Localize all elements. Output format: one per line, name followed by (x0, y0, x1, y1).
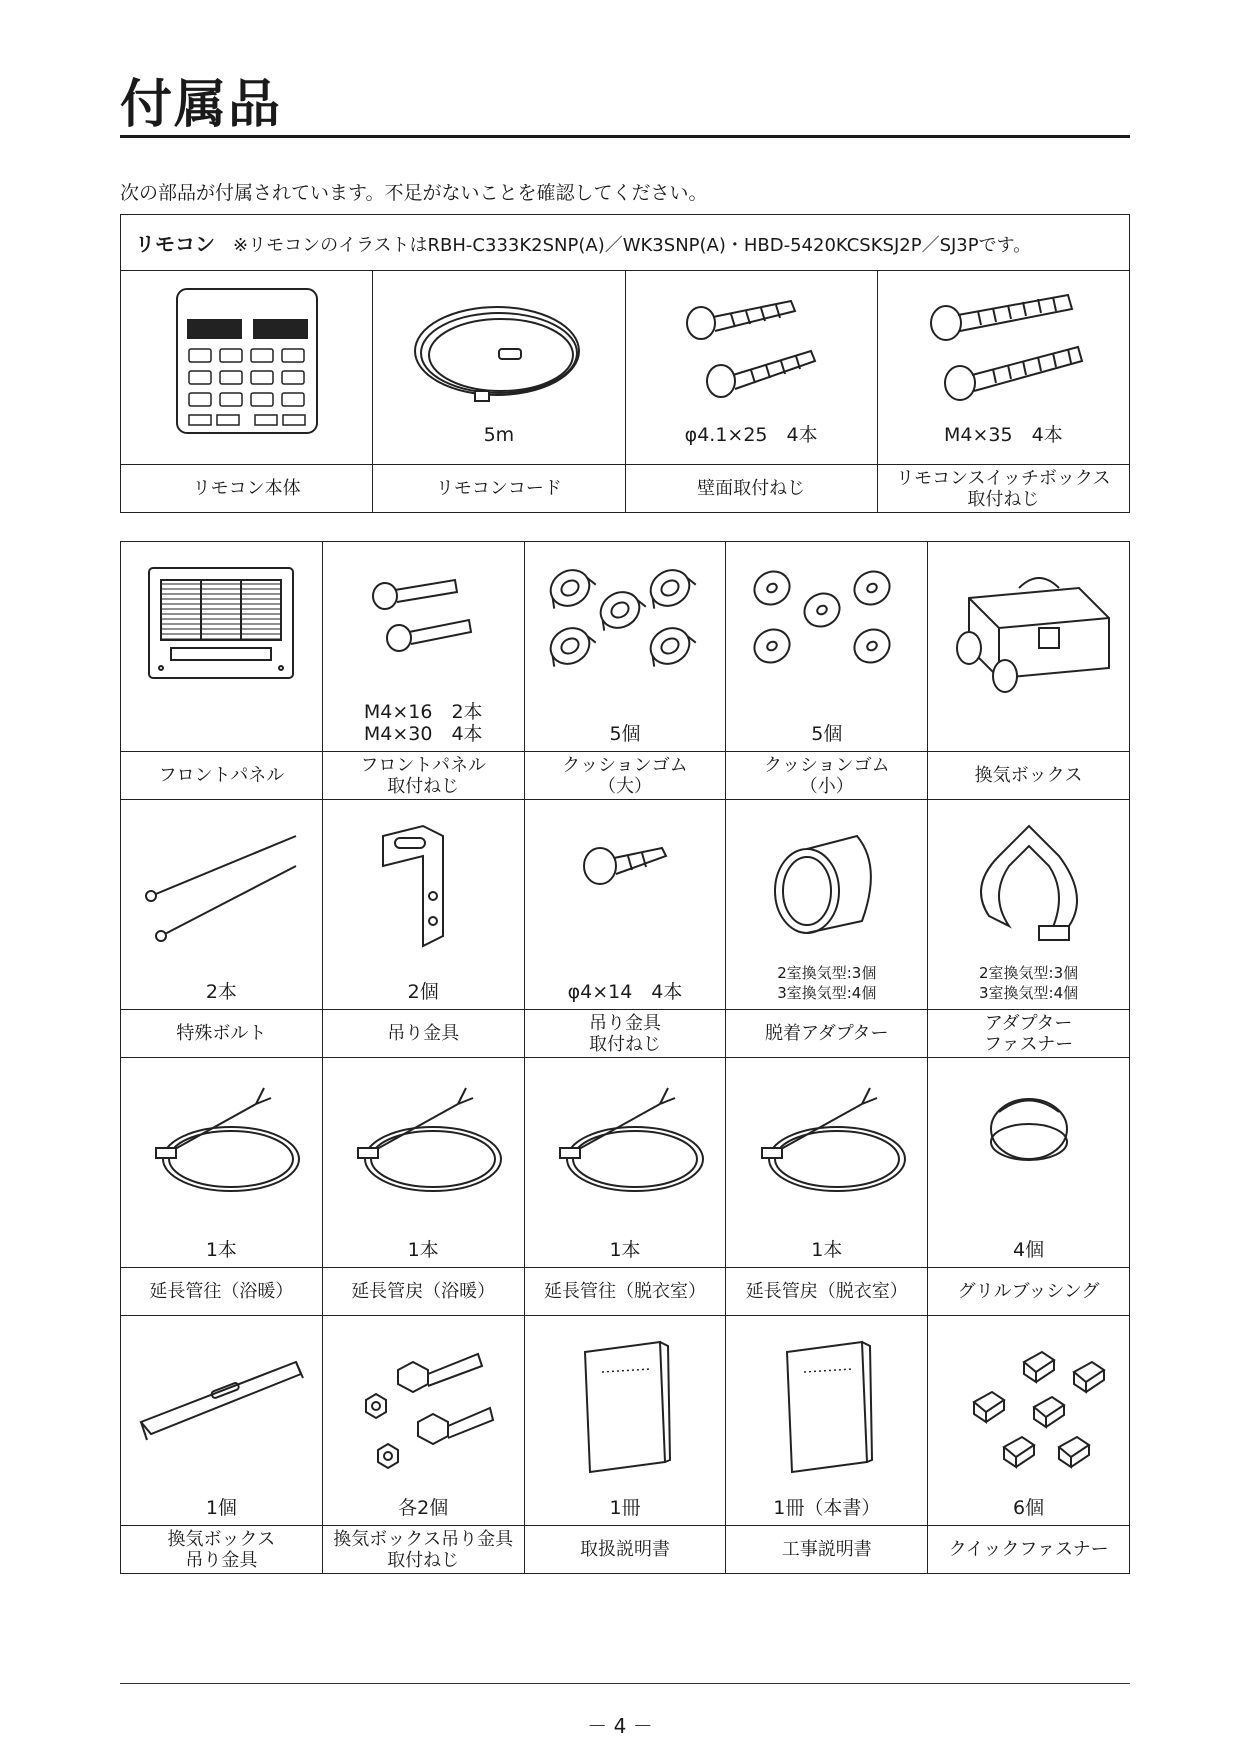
item-quantity: 1本 (205, 1239, 237, 1261)
remocon-item-cell (625, 271, 877, 465)
item-label: クッションゴム （小） (726, 752, 928, 800)
part-item-cell (121, 800, 323, 1010)
title-rule (120, 135, 1130, 138)
item-label: クッションゴム （大） (524, 752, 726, 800)
hose-icon (323, 1058, 524, 1204)
item-label: 換気ボックス (928, 752, 1130, 800)
page-title: 付属品 (120, 75, 283, 135)
item-quantity: 2室換気型:3個 3室換気型:4個 (979, 964, 1079, 1002)
item-label: 延長管往（脱衣室） (524, 1268, 726, 1316)
part-item-cell (524, 1058, 726, 1268)
item-label: 特殊ボルト (121, 1010, 323, 1058)
part-item-cell (726, 800, 928, 1010)
cord-icon (373, 271, 624, 431)
item-quantity: 2個 (407, 981, 439, 1003)
intro-text: 次の部品が付属されています。不足がないことを確認してください。 (120, 182, 708, 204)
hose-icon (121, 1058, 322, 1204)
part-item-cell (726, 1058, 928, 1268)
manual-icon (525, 1316, 726, 1482)
wood-screw-icon (626, 271, 877, 421)
bolt-nut-icon (323, 1316, 524, 1472)
item-quantity: 6個 (1013, 1497, 1045, 1519)
screw-pair-icon (323, 542, 524, 668)
part-item-cell (524, 800, 726, 1010)
hose-icon (726, 1058, 927, 1204)
item-label: 延長管往（浴暖） (121, 1268, 323, 1316)
remocon-heading: リモコン (135, 232, 215, 256)
item-label: クイックファスナー (928, 1526, 1130, 1574)
item-quantity: 1本 (609, 1239, 641, 1261)
item-quantity: 5個 (609, 723, 641, 745)
item-quantity: φ4.1×25 4本 (684, 424, 818, 446)
item-quantity: 5個 (811, 723, 843, 745)
item-label: 吊り金具 (322, 1010, 524, 1058)
remote-control-icon (121, 271, 372, 441)
item-label: フロントパネル (121, 752, 323, 800)
part-item-cell (726, 1316, 928, 1526)
part-item-cell (121, 1316, 323, 1526)
item-quantity: 4個 (1013, 1239, 1045, 1261)
quick-fastener-icon (928, 1316, 1129, 1482)
item-quantity: 1個 (205, 1497, 237, 1519)
item-label: 工事説明書 (726, 1526, 928, 1574)
remocon-item-cell (877, 271, 1129, 465)
item-label: リモコンスイッチボックス 取付ねじ (877, 465, 1129, 513)
item-quantity: 1本 (811, 1239, 843, 1261)
part-item-cell (322, 800, 524, 1010)
item-label: 延長管戻（浴暖） (322, 1268, 524, 1316)
hose-icon (525, 1058, 726, 1204)
item-label: リモコン本体 (121, 465, 373, 513)
item-label: グリルブッシング (928, 1268, 1130, 1316)
item-quantity: 1冊（本書） (773, 1497, 881, 1519)
special-bolt-icon (121, 800, 322, 956)
part-item-cell (928, 800, 1130, 1010)
item-label: 取扱説明書 (524, 1526, 726, 1574)
item-quantity: 5m (483, 424, 515, 446)
item-quantity: 1冊 (609, 1497, 641, 1519)
item-quantity: M4×35 4本 (944, 424, 1063, 446)
part-item-cell (121, 542, 323, 752)
part-item-cell (322, 1058, 524, 1268)
part-item-cell (322, 542, 524, 752)
adapter-icon (726, 800, 927, 946)
item-quantity: M4×16 2本 M4×30 4本 (363, 701, 483, 745)
item-label: 脱着アダプター (726, 1010, 928, 1058)
item-label: 換気ボックス吊り金具 取付ねじ (322, 1526, 524, 1574)
remocon-note: ※リモコンのイラストはRBH-C333K2SNP(A)／WK3SNP(A)・HBD-5420KCSKSJ2P／SJ3Pです。 (233, 235, 1032, 256)
part-item-cell (928, 1058, 1130, 1268)
front-panel-icon (121, 542, 322, 688)
item-label: リモコンコード (373, 465, 625, 513)
remocon-item-cell (373, 271, 625, 465)
part-item-cell (322, 1316, 524, 1526)
tapping-screw-icon (525, 800, 726, 906)
part-item-cell (726, 542, 928, 752)
part-item-cell (121, 1058, 323, 1268)
item-label: 吊り金具 取付ねじ (524, 1010, 726, 1058)
ventilation-box-icon (928, 542, 1129, 698)
item-label: アダプター ファスナー (928, 1010, 1130, 1058)
item-quantity: 2室換気型:3個 3室換気型:4個 (777, 964, 877, 1002)
item-quantity: φ4×14 4本 (567, 981, 683, 1003)
remocon-header (121, 215, 1130, 271)
footer-rule (120, 1683, 1130, 1684)
clamp-icon (928, 800, 1129, 966)
part-item-cell (928, 1316, 1130, 1526)
hanging-bracket-icon (323, 800, 524, 956)
grill-bushing-icon (928, 1058, 1129, 1184)
cushion-rubber-small-icon (726, 542, 927, 688)
remocon-item-cell (121, 271, 373, 465)
machine-screw-icon (878, 271, 1129, 421)
item-label: 壁面取付ねじ (625, 465, 877, 513)
item-quantity: 各2個 (398, 1497, 449, 1519)
remocon-table (120, 214, 1130, 513)
page-number: － 4 － (587, 1714, 653, 1738)
item-label: 延長管戻（脱衣室） (726, 1268, 928, 1316)
item-label: 換気ボックス 吊り金具 (121, 1526, 323, 1574)
manual-icon (726, 1316, 927, 1482)
item-quantity: 2本 (205, 981, 237, 1003)
item-label: フロントパネル 取付ねじ (322, 752, 524, 800)
item-quantity: 1本 (407, 1239, 439, 1261)
part-item-cell (928, 542, 1130, 752)
parts-table (120, 541, 1130, 1574)
cushion-rubber-large-icon (525, 542, 726, 688)
part-item-cell (524, 1316, 726, 1526)
part-item-cell (524, 542, 726, 752)
long-bracket-icon (121, 1316, 322, 1452)
